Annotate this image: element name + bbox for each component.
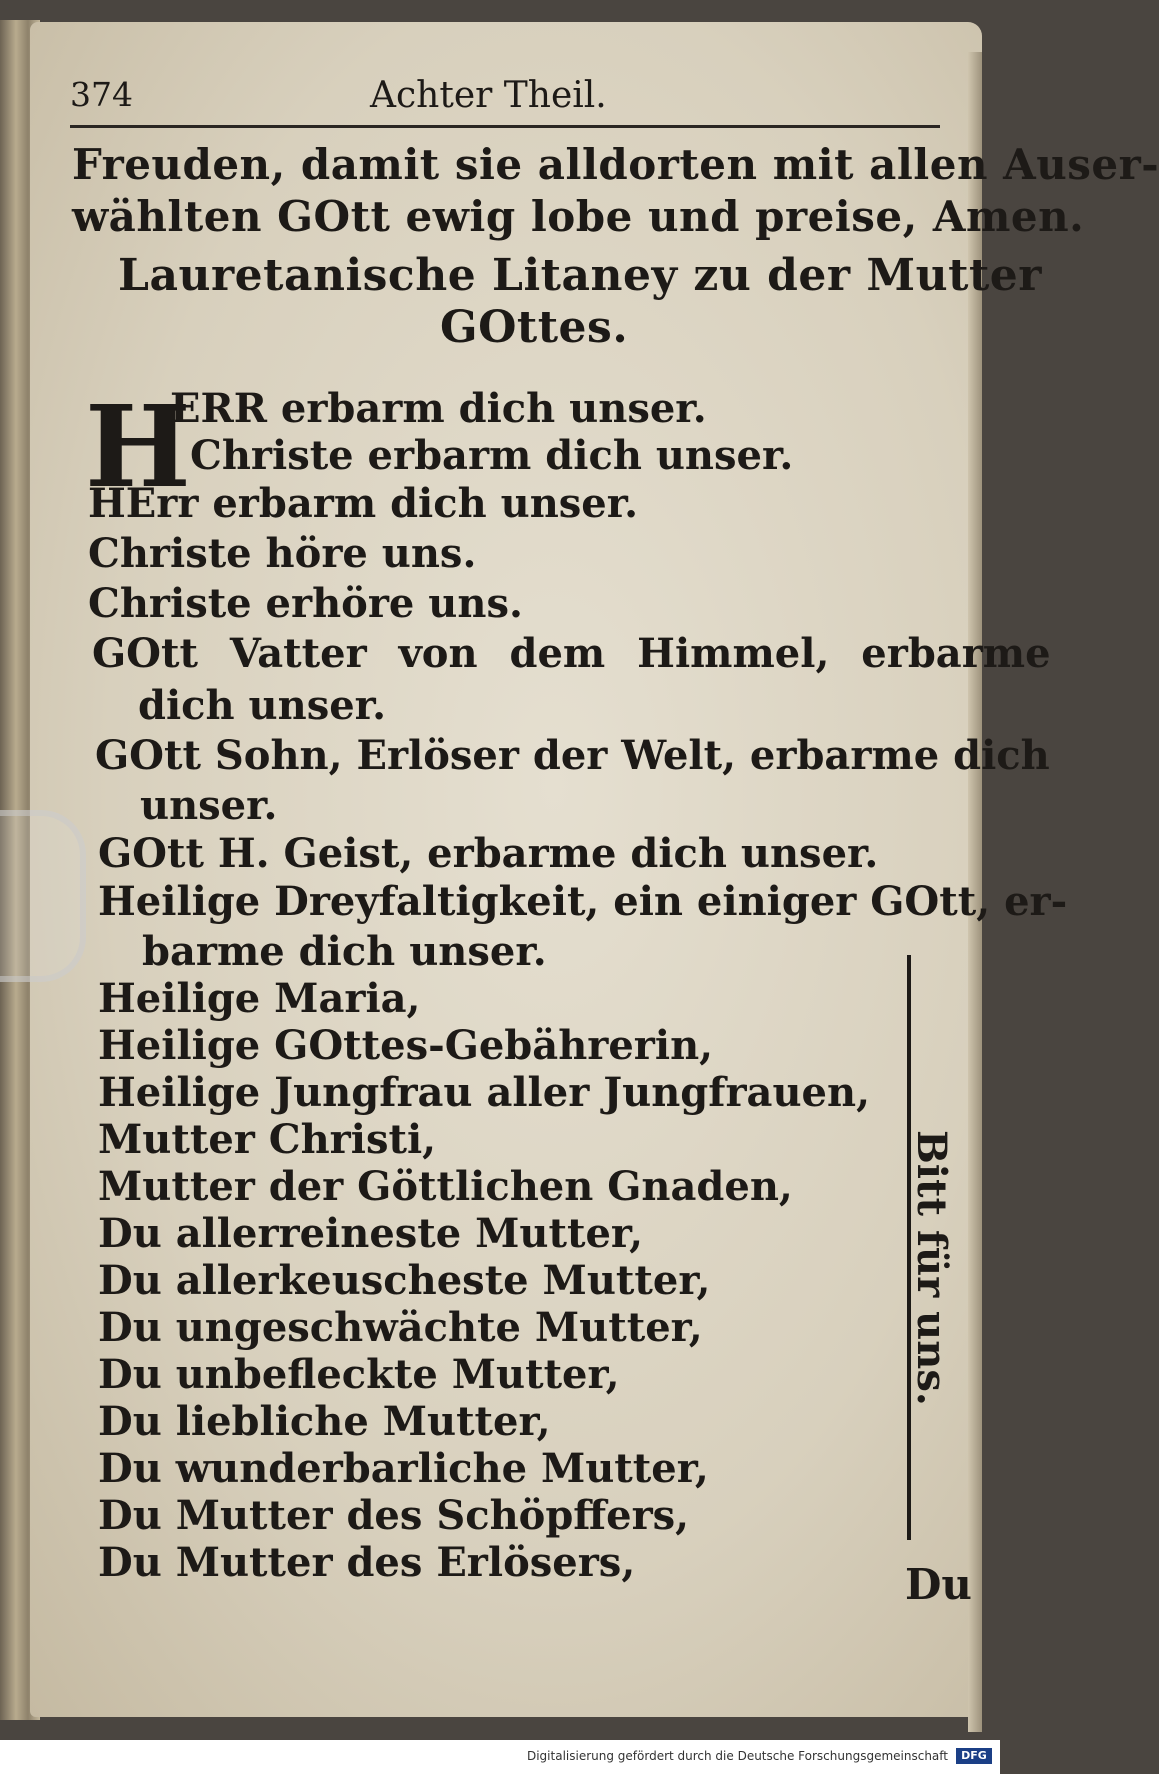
running-head: Achter Theil.	[370, 75, 607, 116]
invocation-line: Du allerkeuscheste Mutter,	[98, 1257, 711, 1304]
litany-line: GOtt H. Geist, erbarme dich unser.	[98, 830, 879, 877]
header-rule	[70, 125, 940, 128]
litany-line: ERR erbarm dich unser.	[170, 385, 707, 432]
litany-line: Christe erbarm dich unser.	[190, 432, 794, 479]
dfg-logo: DFG	[956, 1748, 992, 1764]
invocation-line: Du ungeschwächte Mutter,	[98, 1304, 703, 1351]
invocation-line: Du wunderbarliche Mutter,	[98, 1445, 709, 1492]
invocation-line: Du unbefleckte Mutter,	[98, 1351, 620, 1398]
litany-line: Heilige Dreyfaltigkeit, ein einiger GOtt, er-	[98, 878, 1068, 925]
invocation-line: Heilige Maria,	[98, 975, 421, 1022]
response-text: Bitt für uns.	[908, 1130, 955, 1406]
drop-initial: H	[85, 382, 191, 513]
invocation-line: Du Mutter des Schöpffers,	[98, 1492, 690, 1539]
litany-line: HErr erbarm dich unser.	[88, 480, 639, 527]
invocation-line: Du Mutter des Erlösers,	[98, 1539, 636, 1586]
litany-line: Christe erhöre uns.	[88, 580, 523, 627]
invocation-line: Heilige Jungfrau aller Jungfrauen,	[98, 1069, 870, 1116]
litany-line: barme dich unser.	[142, 928, 547, 975]
catchword: Du	[905, 1560, 972, 1609]
litany-line: GOtt Vatter von dem Himmel, erbarme	[92, 630, 1051, 677]
section-title: GOttes.	[440, 302, 629, 353]
litany-line: dich unser.	[138, 682, 386, 729]
text-line: wählten GOtt ewig lobe und preise, Amen.	[72, 192, 1085, 241]
litany-line: unser.	[140, 782, 278, 829]
invocation-line: Heilige GOttes-Gebährerin,	[98, 1022, 714, 1069]
invocation-line: Mutter Christi,	[98, 1116, 437, 1163]
invocation-line: Du allerreineste Mutter,	[98, 1210, 643, 1257]
footer-bar	[0, 1740, 1000, 1774]
litany-line: GOtt Sohn, Erlöser der Welt, erbarme dich	[95, 732, 1050, 779]
section-title: Lauretanische Litaney zu der Mutter	[118, 250, 1042, 301]
invocation-line: Du liebliche Mutter,	[98, 1398, 551, 1445]
litany-line: Christe höre uns.	[88, 530, 477, 577]
page-clip	[0, 810, 86, 982]
page-number: 374	[70, 75, 133, 114]
invocation-line: Mutter der Göttlichen Gnaden,	[98, 1163, 793, 1210]
footer-credit: Digitalisierung gefördert durch die Deutsche Forschungsgemeinschaft	[526, 1749, 948, 1763]
text-line: Freuden, damit sie alldorten mit allen Auser-	[72, 140, 1159, 189]
